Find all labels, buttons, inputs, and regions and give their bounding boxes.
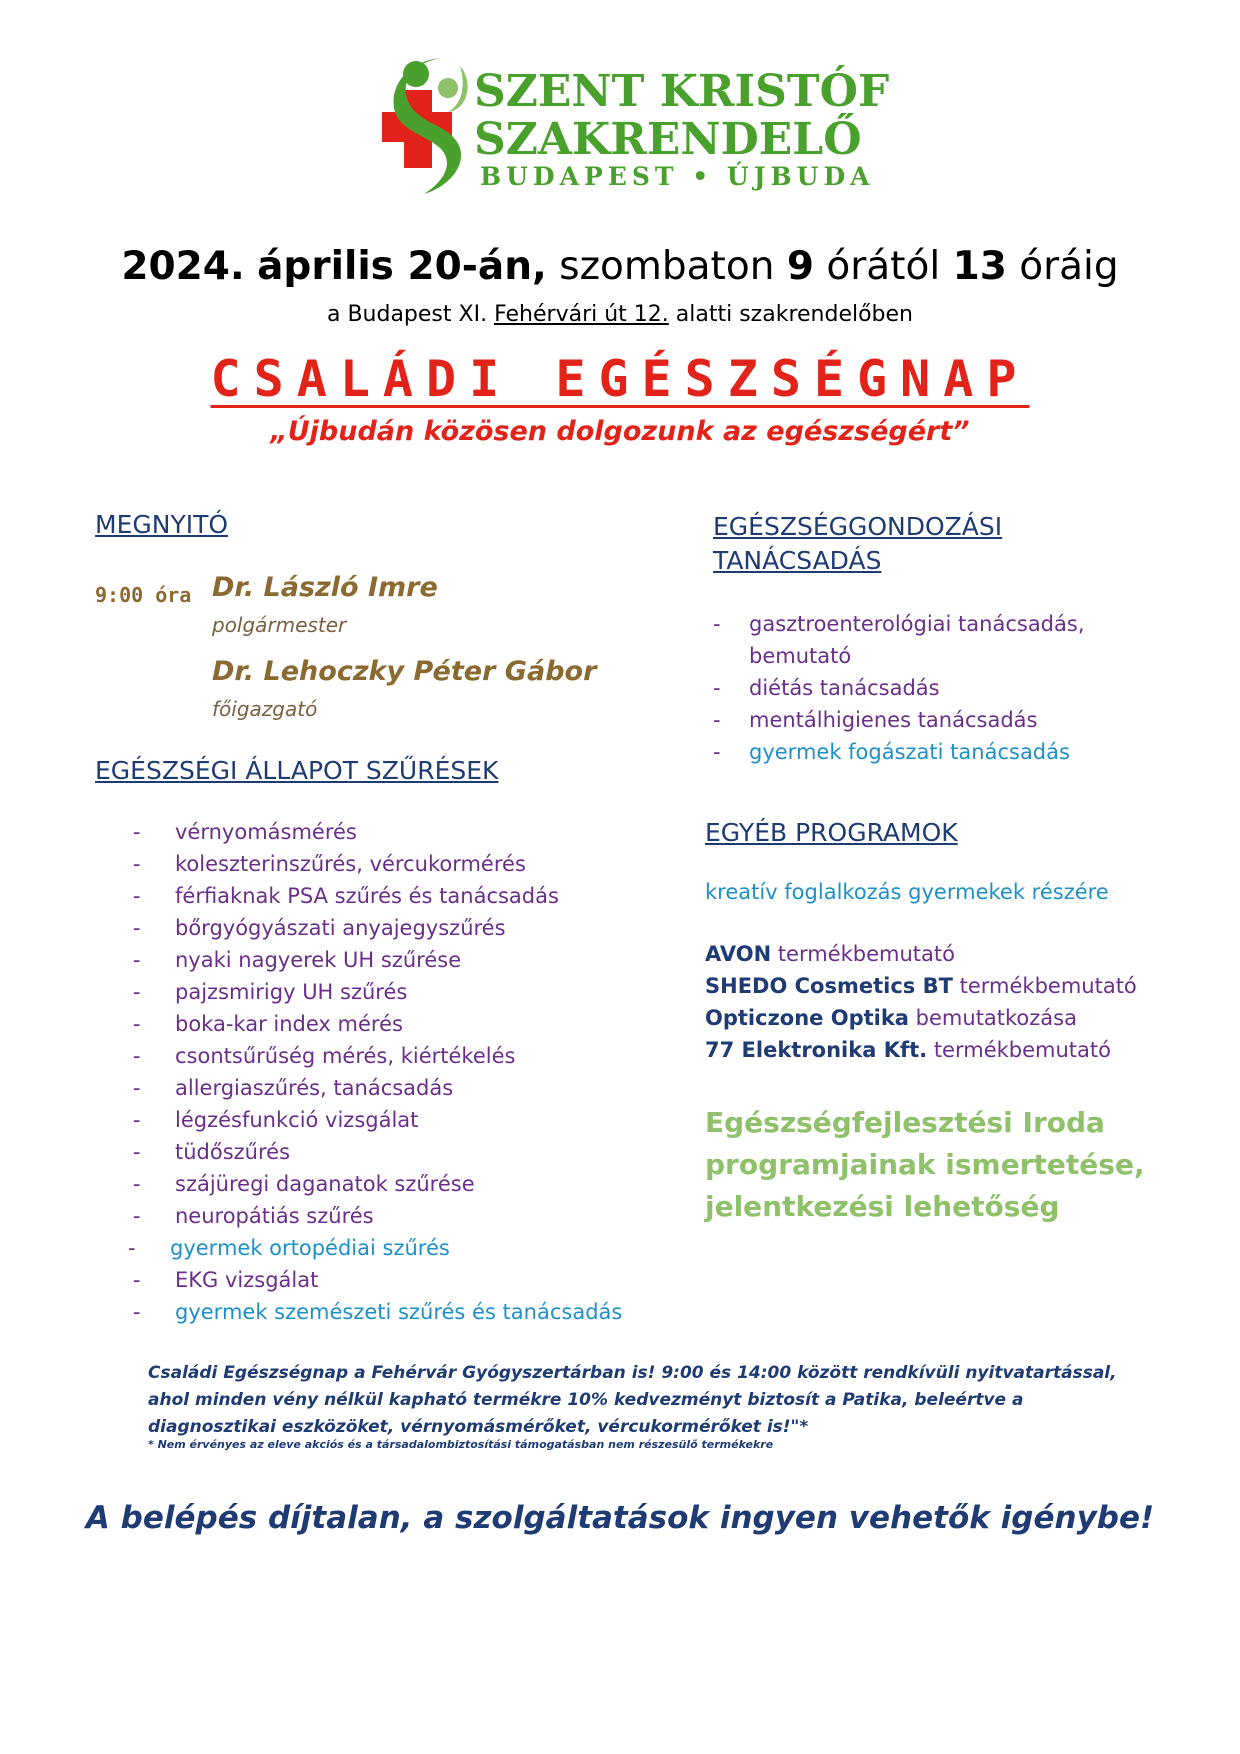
list-item: - neuropátiás szűrés [133,1200,622,1232]
screenings-list [133,816,622,1328]
list-item: - tüdőszűrés [133,1136,622,1168]
list-item: - csontsűrűség mérés, kiértékelés [133,1040,622,1072]
list-item: - légzésfunkció vizsgálat [133,1104,622,1136]
brand-name: Opticzone Optika [705,1006,909,1030]
logo-line-1: SZENT KRISTÓF [474,66,890,117]
list-item: - mentálhigienes tanácsadás [713,704,1085,736]
list-item: - szájüregi daganatok szűrése [133,1168,622,1200]
speaker-2-role: főigazgató [212,697,318,721]
advice-list [713,608,1085,768]
pharmacy-notice: Családi Egészségnap a Fehérvár Gyógyszertárban is! 9:00 és 14:00 között rendkívüli nyitvatartással, ahol minden vény nélkül kapható termékre 10% kedvezményt biztosít a Patika, beleértve a diagnosztikai eszközöket, vérnyomásmérőket, vércukormérőket is!"* [148,1363,1117,1437]
logo-line-2: SZAKRENDELŐ [474,114,862,165]
event-weekday: szombaton [559,244,775,289]
brand-row-77-elektronika [705,1038,1111,1062]
brand-row-opticzone [705,1006,1077,1030]
screenings-heading: EGÉSZSÉGI ÁLLAPOT SZŰRÉSEK [95,756,499,785]
event-from-suffix: órától [826,244,941,289]
pharmacy-footnote: * Nem érvényes az eleve akciós és a társadalombiztosítási támogatásban nem részesülő termékekre [148,1438,774,1451]
list-item: - gyermek fogászati tanácsadás [713,736,1085,768]
brand-desc: termékbemutató [777,942,955,966]
event-year: 2024. [121,244,245,289]
brand-name: 77 Elektronika Kft. [705,1038,928,1062]
brand-desc: bemutatkozása [915,1006,1077,1030]
advice-heading-line-1: EGÉSZSÉGGONDOZÁSI [713,512,1003,541]
address-street: Fehérvári út 12. [494,302,669,327]
list-item: - pajzsmirigy UH szűrés [133,976,622,1008]
brand-row-shedo [705,974,1137,998]
event-to-suffix: óráig [1019,244,1119,289]
iroda-program: Egészségfejlesztési Iroda programjainak ismertetése, jelentkezési lehetőség [705,1106,1145,1223]
list-item: - férfiaknak PSA szűrés és tanácsadás [133,880,622,912]
logo [382,52,890,202]
list-item: - nyaki nagyerek UH szűrése [133,944,622,976]
speaker-1-name: Dr. László Imre [212,572,438,603]
free-entry-footer: A belépés díjtalan, a szolgáltatások ingyen vehetők igénybe! [85,1500,1155,1536]
list-item-continued: bemutató [749,644,852,668]
speaker-1-role: polgármester [212,613,347,637]
list-item: - EKG vizsgálat [133,1264,622,1296]
list-item: - gyermek ortopédiai szűrés [128,1232,622,1264]
list-item: - allergiaszűrés, tanácsadás [133,1072,622,1104]
list-item: - koleszterinszűrés, vércukormérés [133,848,622,880]
list-item: - gyermek szemészeti szűrés és tanácsadás [133,1296,622,1328]
speaker-2-name: Dr. Lehoczky Péter Gábor [212,656,597,687]
list-item: - diétás tanácsadás [713,672,1085,704]
list-item: - boka-kar index mérés [133,1008,622,1040]
address-suffix: alatti szakrendelőben [675,302,914,327]
list-item: - bőrgyógyászati anyajegyszűrés [133,912,622,944]
brand-row-avon [705,942,955,966]
brand-name: AVON [705,942,772,966]
opening-heading: MEGNYITÓ [95,510,229,539]
other-programs-heading: EGYÉB PROGRAMOK [705,818,958,847]
advice-heading-line-2: TANÁCSADÁS [713,546,882,575]
page-subtitle: „Újbudán közösen dolgozunk az egészségért” [270,416,970,447]
list-item: - gasztroenterológiai tanácsadás, [713,608,1085,640]
list-item: - vérnyomásmérés [133,816,622,848]
address-prefix: a Budapest XI. [326,302,488,327]
opening-time: 9:00 óra [95,583,192,607]
event-date-line [0,244,1240,289]
kreativ-program: kreatív foglalkozás gyermekek részére [705,880,1109,904]
logo-cross-figure-icon [382,52,474,197]
brand-desc: termékbemutató [933,1038,1111,1062]
page-title [0,350,1240,408]
event-to-hour: 13 [952,244,1007,289]
brand-name: SHEDO Cosmetics BT [705,974,953,998]
event-address-line [0,302,1240,327]
brand-desc: termékbemutató [959,974,1137,998]
logo-line-3: BUDAPEST • ÚJBUDA [480,162,875,191]
event-month-day: április 20-án, [257,244,547,289]
page-title-text: CSALÁDI EGÉSZSÉGNAP [210,350,1030,408]
event-from-hour: 9 [786,244,814,289]
